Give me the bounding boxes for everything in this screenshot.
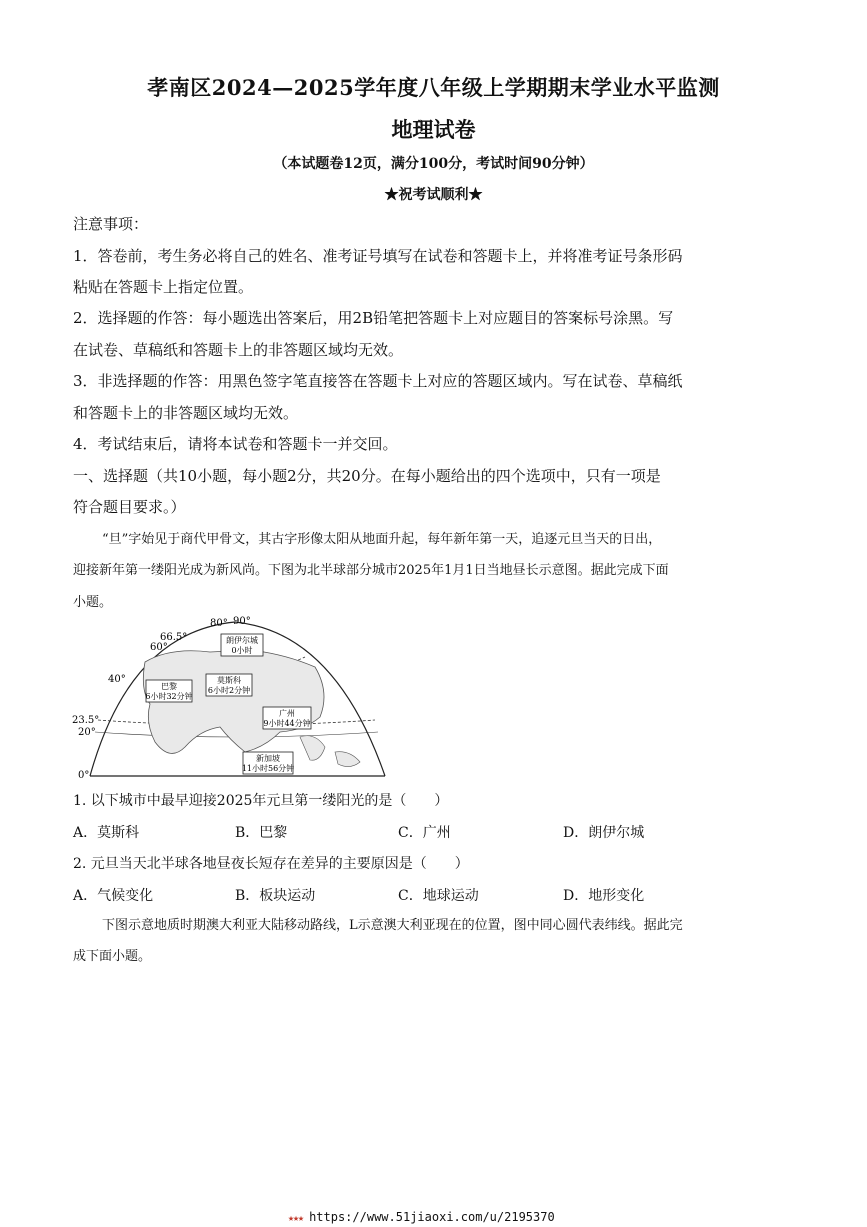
question-2-stem: 2. 元旦当天北半球各地昼夜长短存在差异的主要原因是（ ） (73, 856, 469, 872)
note-item-3-line-1: 3．非选择题的作答：用黑色签字笔直接答在答题卡上对应的答题区域内。写在试卷、草稿纸 (73, 372, 683, 390)
note-item-2-line-1: 2．选择题的作答：每小题选出答案后，用2B铅笔把答题卡上对应题目的答案标号涂黑。写 (73, 309, 674, 327)
city-name: 新加坡 (256, 754, 280, 763)
question-2-option-b[interactable]: B．板块运动 (235, 888, 316, 904)
lat-label-23-5: 23.5° (72, 715, 100, 726)
city-daylength: 6小时2分钟 (207, 686, 251, 695)
lat-label-60: 60° (150, 642, 168, 653)
note-item-1-line-2: 粘贴在答题卡上指定位置。 (73, 278, 254, 296)
city-guangzhou (263, 707, 311, 729)
city-name: 巴黎 (161, 682, 177, 691)
exam-wish: ★祝考试顺利★ (384, 187, 483, 203)
island-shape (335, 752, 360, 767)
question-1-option-a[interactable]: A．莫斯科 (73, 825, 140, 841)
passage-2-line-2: 成下面小题。 (73, 949, 152, 964)
city-paris (145, 680, 192, 702)
lat-label-20: 20° (78, 727, 96, 738)
note-item-3-line-2: 和答题卡上的非答题区域均无效。 (73, 404, 299, 422)
question-2-option-d[interactable]: D．地形变化 (563, 888, 645, 904)
passage-2-line-1: 下图示意地质时期澳大利亚大陆移动路线，L示意澳大利亚现在的位置，图中同心圆代表纬线。据此完 (102, 918, 683, 933)
exam-subtitle: 地理试卷 (391, 117, 476, 142)
question-1-option-d[interactable]: D．朗伊尔城 (563, 825, 645, 841)
question-1-stem: 1. 以下城市中最早迎接2025年元旦第一缕阳光的是（ ） (73, 793, 449, 809)
passage-1-line-2: 迎接新年第一缕阳光成为新风尚。下图为北半球部分城市2025年1月1日当地昼长示意图。据此完成下面 (73, 563, 669, 578)
daylength-map-figure (70, 612, 410, 782)
section-1-line-1: 一、选择题（共10小题，每小题2分，共20分。在每小题给出的四个选项中，只有一项是 (73, 467, 661, 485)
city-singapore (242, 752, 294, 774)
city-daylength: 9小时44分钟 (263, 719, 311, 728)
footer-url-link[interactable]: https://www.51jiaoxi.com/u/2195370 (309, 1210, 555, 1224)
note-item-1-line-1: 1．答卷前，考生务必将自己的姓名、准考证号填写在试卷和答题卡上，并将准考证号条形码 (73, 247, 683, 265)
island-shape (300, 736, 325, 760)
exam-info: （本试题卷12页，满分100分，考试时间90分钟） (273, 156, 594, 172)
notes-heading: 注意事项： (73, 215, 149, 233)
section-1-line-2: 符合题目要求。） (73, 498, 186, 516)
page-footer (288, 1210, 555, 1224)
city-moscow (206, 674, 252, 696)
city-longyearbyen (221, 634, 263, 656)
city-name: 朗伊尔城 (226, 636, 258, 645)
lat-label-66-5: 66.5° (160, 632, 188, 643)
city-daylength: 0小时 (231, 646, 253, 655)
city-daylength: 6小时32分钟 (145, 692, 193, 701)
question-2-option-a[interactable]: A．气候变化 (73, 888, 154, 904)
lat-label-0: 0° (78, 770, 90, 781)
passage-1-line-1: “旦”字始见于商代甲骨文，其古字形像太阳从地面升起，每年新年第一天，追逐元旦当天的日出， (102, 532, 662, 547)
city-daylength: 11小时56分钟 (241, 764, 295, 773)
question-1-option-c[interactable]: C．广州 (398, 825, 451, 841)
lat-label-40: 40° (108, 674, 126, 685)
lat-label-80: 80° (210, 618, 228, 629)
passage-1-line-3: 小题。 (73, 595, 113, 610)
footer-stars: ★★★ (288, 1213, 304, 1224)
note-item-2-line-2: 在试卷、草稿纸和答题卡上的非答题区域均无效。 (73, 341, 404, 359)
question-1-option-b[interactable]: B．巴黎 (235, 825, 288, 841)
question-2-option-c[interactable]: C．地球运动 (398, 888, 479, 904)
city-name: 广州 (279, 709, 295, 718)
lat-label-90: 90° (233, 616, 251, 627)
city-name: 莫斯科 (217, 676, 241, 685)
note-item-4: 4．考试结束后，请将本试卷和答题卡一并交回。 (73, 435, 398, 453)
exam-title: 孝南区2024—2025学年度八年级上学期期末学业水平监测 (147, 75, 720, 100)
